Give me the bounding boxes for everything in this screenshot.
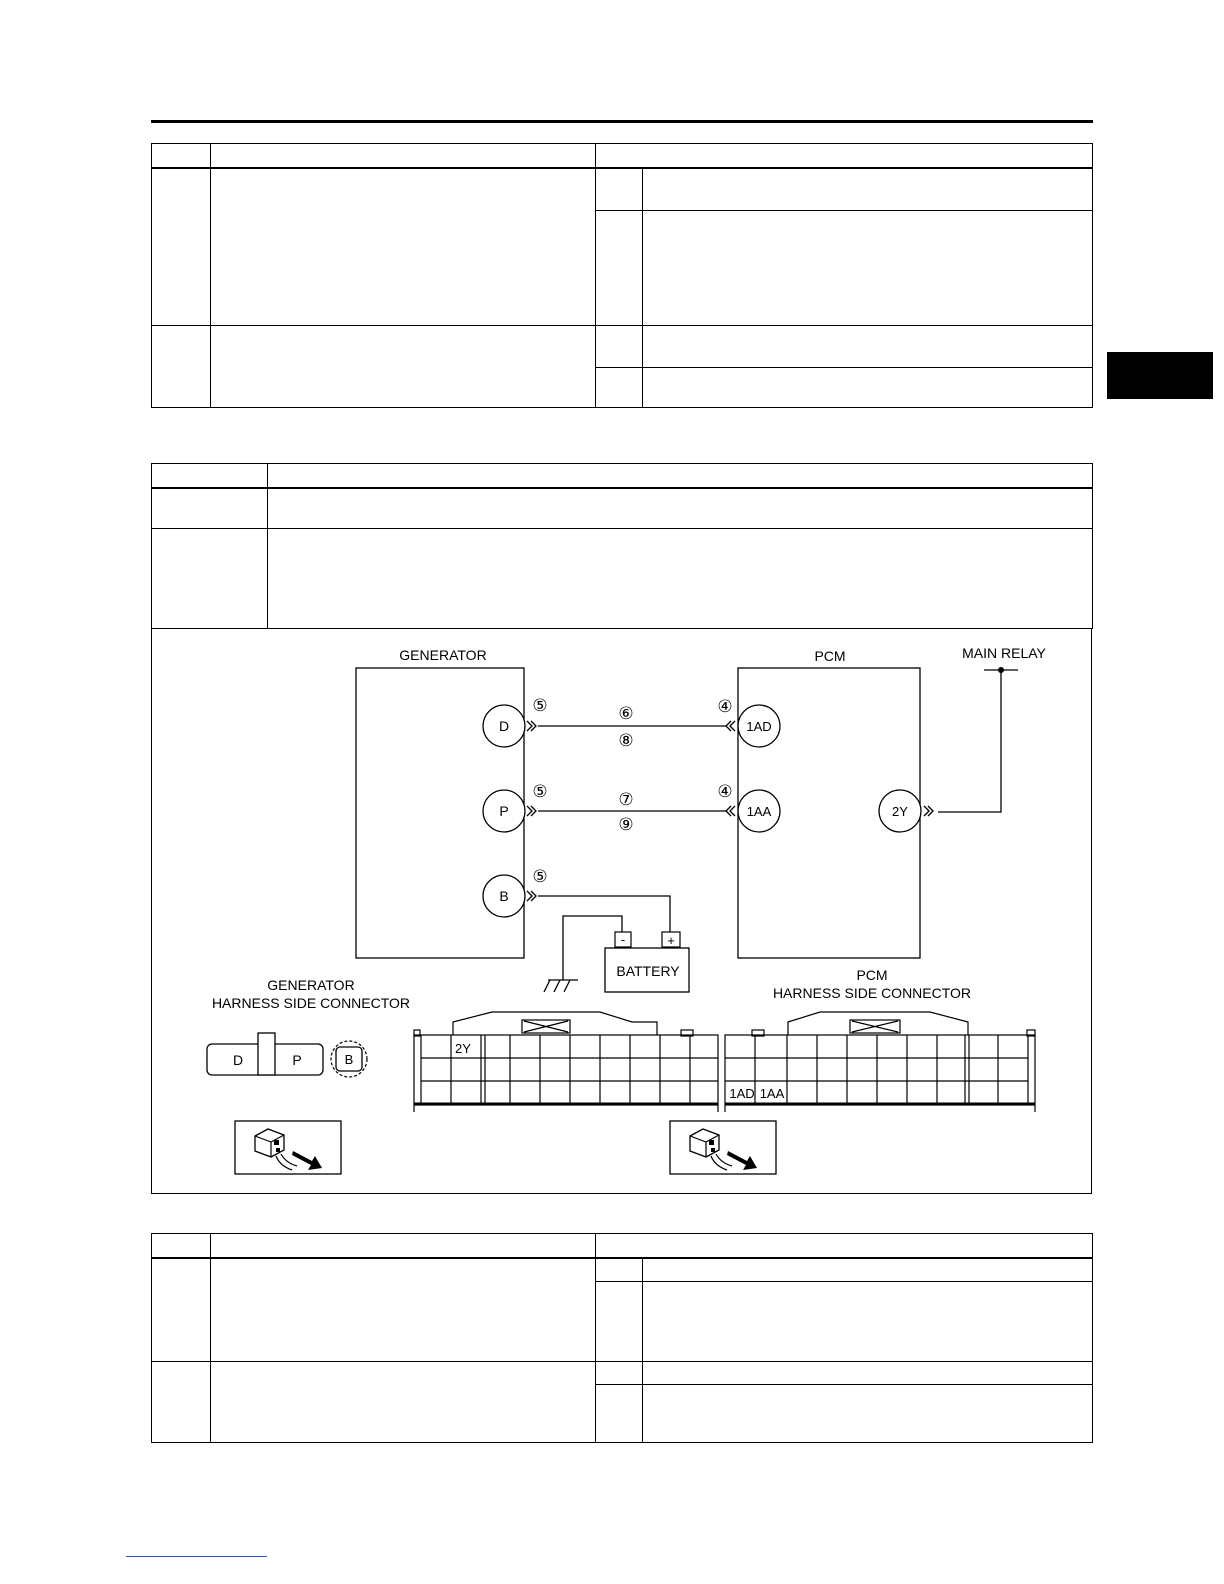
- marker-gen-d: ⑤: [532, 696, 548, 715]
- header-inspection: [211, 1234, 596, 1258]
- connector-chevron: [527, 891, 536, 901]
- connector-chevron: [726, 721, 735, 731]
- action-cell: [643, 1282, 1093, 1362]
- harness-view-direction-icon: [670, 1121, 776, 1174]
- connector-chevron: [726, 806, 735, 816]
- generator-terminal-d-label: D: [498, 718, 510, 734]
- result-cell: [596, 1362, 643, 1385]
- battery-label: BATTERY: [616, 963, 680, 979]
- marker-wire-p-lower: ⑨: [618, 815, 634, 834]
- harness-view-direction-icon: [235, 1121, 341, 1174]
- generator-terminal-b-label: B: [499, 888, 509, 904]
- gen-connector-subtitle: HARNESS SIDE CONNECTOR: [211, 995, 411, 1011]
- connector-chevron: [527, 721, 536, 731]
- ground-icon: [544, 980, 578, 992]
- gen-connector-title: GENERATOR: [267, 977, 355, 993]
- marker-wire-p-upper: ⑦: [618, 790, 634, 809]
- troubleshooting-table-bottom: [151, 1233, 1093, 1443]
- header-step: [152, 1234, 211, 1258]
- pcm-label: PCM: [814, 648, 846, 664]
- battery-negative-sign: -: [620, 932, 626, 947]
- marker-gen-p: ⑤: [532, 782, 548, 801]
- pcm-pin-1aa: 1AA: [759, 1086, 785, 1101]
- result-cell: [596, 1385, 643, 1443]
- pcm-pin-1ad: 1AD: [729, 1086, 755, 1101]
- pcm-connector-subtitle: HARNESS SIDE CONNECTOR: [772, 985, 972, 1001]
- step-cell: [152, 1362, 211, 1443]
- pcm-harness-connector-left: [414, 1012, 718, 1112]
- footer-link-underline: [126, 1556, 267, 1557]
- battery-positive-sign: +: [667, 933, 675, 948]
- main-relay-label: MAIN RELAY: [962, 645, 1046, 661]
- pcm-terminal-2y-label: 2Y: [892, 804, 908, 819]
- marker-gen-b: ⑤: [532, 867, 548, 886]
- marker-wire-d-upper: ⑥: [618, 704, 634, 723]
- generator-terminal-p-label: P: [499, 803, 509, 819]
- wire-b-battery-positive: [538, 896, 670, 932]
- connector-chevron: [527, 806, 536, 816]
- pcm-terminal-1ad-label: 1AD: [746, 719, 772, 734]
- gen-pin-d: D: [232, 1052, 244, 1068]
- generator-harness-connector: [207, 1033, 367, 1077]
- header-action: [596, 1234, 1093, 1258]
- marker-pcm-1ad: ④: [717, 697, 733, 716]
- gen-pin-p: P: [292, 1052, 302, 1068]
- marker-pcm-1aa: ④: [717, 782, 733, 801]
- action-cell: [643, 1385, 1093, 1443]
- action-cell: [643, 1258, 1093, 1282]
- connector-chevron: [924, 806, 933, 816]
- pcm-terminal-1aa-label: 1AA: [746, 804, 772, 819]
- step-cell: [152, 1258, 211, 1362]
- pcm-connector-title: PCM: [856, 967, 888, 983]
- action-cell: [643, 1362, 1093, 1385]
- generator-label: GENERATOR: [399, 647, 487, 663]
- result-cell: [596, 1258, 643, 1282]
- result-cell: [596, 1282, 643, 1362]
- gen-pin-b: B: [344, 1052, 354, 1067]
- inspection-cell: [211, 1258, 596, 1362]
- inspection-cell: [211, 1362, 596, 1443]
- marker-wire-d-lower: ⑧: [618, 731, 634, 750]
- main-relay-wire: [938, 670, 1001, 812]
- pcm-pin-2y: 2Y: [455, 1041, 471, 1056]
